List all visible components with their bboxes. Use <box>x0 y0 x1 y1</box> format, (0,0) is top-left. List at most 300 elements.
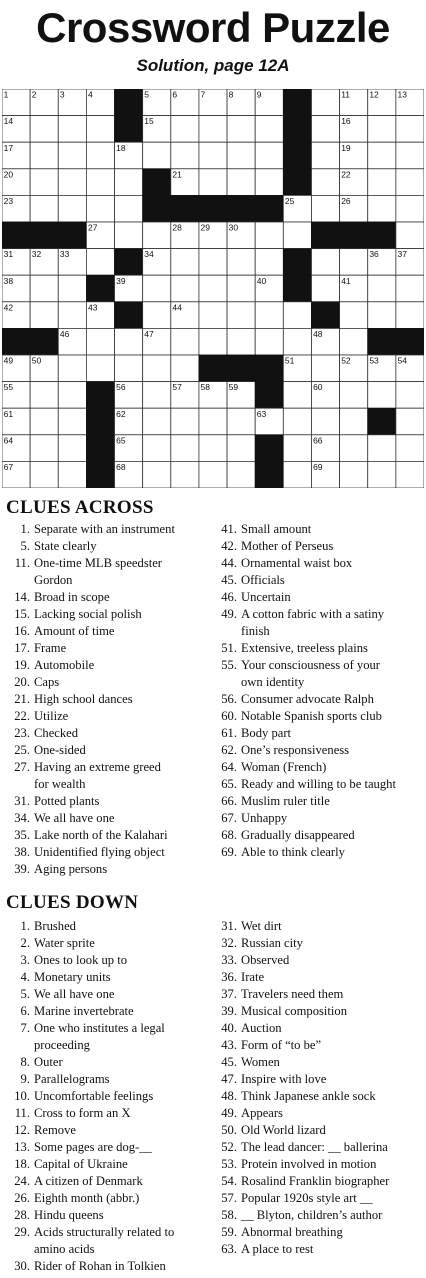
grid-cell[interactable] <box>340 382 368 409</box>
grid-cell[interactable] <box>255 142 283 169</box>
clue-number: 69. <box>221 845 237 859</box>
clue-text: Utilize <box>34 709 69 723</box>
grid-cell[interactable] <box>58 382 86 409</box>
clue-item <box>207 725 426 742</box>
grid-cell[interactable] <box>143 275 171 302</box>
grid-cell[interactable] <box>396 195 424 222</box>
black-square <box>199 195 227 222</box>
clue-text: Aging persons <box>34 862 108 876</box>
grid-cell[interactable] <box>30 302 58 329</box>
grid-cell[interactable] <box>255 116 283 143</box>
grid-cell[interactable] <box>86 328 114 355</box>
clue-item <box>0 657 216 674</box>
grid-cell[interactable] <box>115 169 143 196</box>
grid-cell[interactable] <box>143 302 171 329</box>
grid-cell[interactable] <box>255 328 283 355</box>
clue-number <box>0 572 34 589</box>
clue-number: 18. <box>14 1157 30 1171</box>
clue-number <box>0 1037 34 1054</box>
grid-cell[interactable] <box>199 169 227 196</box>
clue-number: 39. <box>221 1004 237 1018</box>
grid-cell[interactable] <box>368 302 396 329</box>
clue-text: Parallelograms <box>34 1072 110 1086</box>
grid-cell[interactable] <box>30 382 58 409</box>
grid-cell[interactable] <box>171 355 199 382</box>
cell-number: 44 <box>172 302 182 313</box>
clue-number: 10. <box>14 1089 30 1103</box>
clue-text: Lake north of the Kalahari <box>34 828 168 842</box>
grid-cell[interactable] <box>86 142 114 169</box>
grid-cell[interactable] <box>30 461 58 488</box>
clue-number: 42. <box>221 539 237 553</box>
grid-cell[interactable] <box>199 275 227 302</box>
grid-cell[interactable] <box>171 142 199 169</box>
clue-text: Remove <box>34 1123 76 1137</box>
clue-text: Cross to form an X <box>34 1106 131 1120</box>
black-square <box>340 222 368 249</box>
clue-text: __ Blyton, children’s author <box>241 1208 383 1222</box>
cell-number: 17 <box>3 142 14 153</box>
grid-cell[interactable] <box>58 461 86 488</box>
clue-text: One-time MLB speedster <box>34 556 163 570</box>
black-square <box>368 222 396 249</box>
clue-text: Checked <box>34 726 79 740</box>
cell-number: 53 <box>369 355 379 366</box>
grid-cell[interactable] <box>368 435 396 462</box>
clue-text: Your consciousness of your <box>241 658 380 672</box>
clue-number: 29. <box>14 1225 30 1239</box>
grid-cell[interactable] <box>58 435 86 462</box>
grid-cell[interactable] <box>396 461 424 488</box>
clue-text: own identity <box>241 675 305 689</box>
clue-number: 38. <box>14 845 30 859</box>
clue-item <box>0 640 216 657</box>
clue-item <box>0 742 216 759</box>
clue-item <box>207 810 426 827</box>
clue-item <box>207 572 426 589</box>
clue-number: 57. <box>221 1191 237 1205</box>
cell-number: 28 <box>172 222 182 233</box>
grid-cell[interactable] <box>171 249 199 276</box>
clue-text: amino acids <box>34 1242 95 1256</box>
clue-text: One’s responsiveness <box>241 743 350 757</box>
clue-number: 17. <box>14 641 30 655</box>
cell-number: 68 <box>116 462 126 472</box>
black-square <box>171 195 199 222</box>
cell-number: 23 <box>3 196 14 206</box>
clue-text: A cotton fabric with a satiny <box>241 607 385 621</box>
grid-cell[interactable] <box>396 169 424 196</box>
clue-number: 44. <box>221 556 237 570</box>
clue-item <box>207 1173 426 1190</box>
grid-cell[interactable] <box>199 116 227 143</box>
grid-cell[interactable] <box>58 142 86 169</box>
grid-cell[interactable] <box>283 382 311 409</box>
clue-continuation <box>0 572 216 589</box>
clue-text: State clearly <box>34 539 97 553</box>
grid-cell[interactable] <box>283 328 311 355</box>
cell-number: 65 <box>116 435 126 446</box>
grid-cell[interactable] <box>227 169 255 196</box>
clue-number: 65. <box>221 777 237 791</box>
clue-number: 40. <box>221 1021 237 1035</box>
grid-cell[interactable] <box>143 222 171 249</box>
clue-number: 13. <box>14 1140 30 1154</box>
clue-text: Irate <box>241 970 265 984</box>
cell-number: 66 <box>313 435 323 446</box>
grid-cell[interactable] <box>396 142 424 169</box>
grid-cell[interactable] <box>199 408 227 435</box>
black-square <box>283 275 311 302</box>
grid-cell[interactable] <box>58 169 86 196</box>
cell-number: 69 <box>313 462 323 472</box>
clue-item <box>207 827 426 844</box>
clue-continuation <box>0 776 216 793</box>
grid-cell[interactable] <box>58 302 86 329</box>
clue-item <box>0 918 216 935</box>
grid-cell[interactable] <box>199 142 227 169</box>
grid-cell[interactable] <box>227 408 255 435</box>
clue-text: Russian city <box>241 936 303 950</box>
grid-cell[interactable] <box>143 382 171 409</box>
grid-cell[interactable] <box>283 302 311 329</box>
grid-cell[interactable] <box>143 142 171 169</box>
clue-text: Hindu queens <box>34 1208 104 1222</box>
clue-number: 31. <box>221 919 237 933</box>
grid-cell[interactable] <box>311 275 339 302</box>
cell-number: 61 <box>3 408 14 419</box>
grid-cell[interactable] <box>283 461 311 488</box>
clues-down-heading: CLUES DOWN <box>6 892 139 913</box>
clue-text: Mother of Perseus <box>241 539 334 553</box>
grid-cell[interactable] <box>283 435 311 462</box>
clue-text: proceeding <box>34 1038 90 1052</box>
grid-cell[interactable] <box>143 435 171 462</box>
clue-text: Unidentified flying object <box>34 845 165 859</box>
clue-number: 16. <box>14 624 30 638</box>
grid-cell[interactable] <box>255 302 283 329</box>
clue-item <box>207 1088 426 1105</box>
clue-number: 26. <box>14 1191 30 1205</box>
clue-item <box>207 555 426 572</box>
clue-item <box>0 793 216 810</box>
clue-number: 15. <box>14 607 30 621</box>
clue-number: 11. <box>14 1106 30 1120</box>
clue-number <box>0 776 34 793</box>
grid-cell[interactable] <box>227 116 255 143</box>
clue-item <box>207 521 426 538</box>
grid-cell[interactable] <box>340 435 368 462</box>
cell-number: 64 <box>3 435 14 446</box>
grid-cell[interactable] <box>171 435 199 462</box>
grid-cell[interactable] <box>227 302 255 329</box>
clue-number: 67. <box>221 811 237 825</box>
clue-text: Form of “to be” <box>241 1038 322 1052</box>
grid-cell[interactable] <box>368 142 396 169</box>
clue-item <box>207 657 426 674</box>
clue-number: 5. <box>20 539 30 553</box>
grid-cell[interactable] <box>227 461 255 488</box>
clue-continuation <box>207 623 426 640</box>
cell-number: 52 <box>341 355 351 366</box>
grid-cell[interactable] <box>115 355 143 382</box>
clue-text: High school dances <box>34 692 133 706</box>
black-square <box>2 222 30 249</box>
clue-item <box>207 708 426 725</box>
grid-cell[interactable] <box>58 275 86 302</box>
grid-cell[interactable] <box>396 435 424 462</box>
black-square <box>255 355 283 382</box>
grid-cell[interactable] <box>86 169 114 196</box>
grid-cell[interactable] <box>30 195 58 222</box>
clue-number: 61. <box>221 726 237 740</box>
grid-cell[interactable] <box>58 355 86 382</box>
grid-cell[interactable] <box>143 355 171 382</box>
grid-cell[interactable] <box>30 408 58 435</box>
grid-cell[interactable] <box>255 249 283 276</box>
clue-item <box>207 1020 426 1037</box>
clue-text: Lacking social polish <box>34 607 142 621</box>
grid-cell[interactable] <box>396 382 424 409</box>
clue-item <box>207 589 426 606</box>
clue-text: Rider of Rohan in Tolkien <box>34 1259 166 1273</box>
grid-cell[interactable] <box>30 275 58 302</box>
grid-cell[interactable] <box>311 195 339 222</box>
clue-item <box>207 793 426 810</box>
cell-number: 48 <box>313 329 323 339</box>
clue-item <box>0 1088 216 1105</box>
cell-number: 2 <box>31 89 37 100</box>
clue-text: Uncomfortable feelings <box>34 1089 154 1103</box>
clue-number: 54. <box>221 1174 237 1188</box>
grid-cell[interactable] <box>340 302 368 329</box>
black-square <box>227 195 255 222</box>
grid-cell[interactable] <box>340 461 368 488</box>
black-square <box>86 461 114 488</box>
grid-cell[interactable] <box>227 142 255 169</box>
grid-cell[interactable] <box>30 142 58 169</box>
grid-cell[interactable] <box>199 249 227 276</box>
black-square <box>115 116 143 143</box>
grid-cell[interactable] <box>143 461 171 488</box>
clue-text: Muslim ruler title <box>241 794 330 808</box>
clue-text: We all have one <box>34 987 115 1001</box>
clue-continuation <box>0 1037 216 1054</box>
crossword-grid[interactable] <box>2 89 424 488</box>
clue-text: Officials <box>241 573 285 587</box>
clue-text: Gordon <box>34 573 73 587</box>
cell-number: 45 <box>313 302 323 313</box>
grid-cell[interactable] <box>115 222 143 249</box>
clue-item <box>207 1122 426 1139</box>
clue-item <box>0 935 216 952</box>
black-square <box>86 382 114 409</box>
clue-item <box>207 1207 426 1224</box>
grid-cell[interactable] <box>143 408 171 435</box>
grid-cell[interactable] <box>396 408 424 435</box>
grid-cell[interactable] <box>227 435 255 462</box>
grid-cell[interactable] <box>171 328 199 355</box>
grid-cell[interactable] <box>311 142 339 169</box>
clue-item <box>0 521 216 538</box>
cell-number: 46 <box>59 329 70 339</box>
grid-cell[interactable] <box>283 408 311 435</box>
clue-text: Travelers need them <box>241 987 344 1001</box>
cell-number: 43 <box>88 302 98 313</box>
grid-cell[interactable] <box>30 116 58 143</box>
clue-text: Notable Spanish sports club <box>241 709 382 723</box>
clue-number: 12. <box>14 1123 30 1137</box>
clue-text: Outer <box>34 1055 63 1069</box>
grid-cell[interactable] <box>368 461 396 488</box>
grid-cell[interactable] <box>396 275 424 302</box>
clue-number <box>207 674 241 691</box>
clue-item <box>207 969 426 986</box>
clue-number: 8. <box>20 1055 30 1069</box>
grid-cell[interactable] <box>171 461 199 488</box>
clue-number: 39. <box>14 862 30 876</box>
clue-text: Observed <box>241 953 290 967</box>
grid-cell[interactable] <box>199 435 227 462</box>
cell-number: 25 <box>284 196 295 206</box>
clue-number: 41. <box>221 522 237 536</box>
clue-item <box>0 691 216 708</box>
clue-text: One who institutes a legal <box>34 1021 165 1035</box>
grid-cell[interactable] <box>340 249 368 276</box>
clue-item <box>0 810 216 827</box>
grid-cell[interactable] <box>255 222 283 249</box>
cell-number: 37 <box>397 249 407 260</box>
grid-cell[interactable] <box>255 169 283 196</box>
cell-number: 14 <box>3 116 14 127</box>
grid-cell[interactable] <box>58 408 86 435</box>
cell-number: 54 <box>397 355 407 366</box>
grid-cell[interactable] <box>396 302 424 329</box>
cell-number: 29 <box>200 222 210 233</box>
cell-number: 13 <box>397 89 407 100</box>
clue-item <box>0 606 216 623</box>
clue-number: 59. <box>221 1225 237 1239</box>
clue-number: 37. <box>221 987 237 1001</box>
grid-cell[interactable] <box>227 328 255 355</box>
clue-number: 5. <box>20 987 30 1001</box>
grid-cell[interactable] <box>311 116 339 143</box>
clue-text: Appears <box>241 1106 283 1120</box>
cell-number: 35 <box>284 249 295 260</box>
clue-item <box>207 640 426 657</box>
clue-item <box>207 1139 426 1156</box>
clue-number: 36. <box>221 970 237 984</box>
black-square <box>283 116 311 143</box>
clue-text: Separate with an instrument <box>34 522 175 536</box>
grid-cell[interactable] <box>115 195 143 222</box>
clue-text: Able to think clearly <box>241 845 345 859</box>
clue-number: 50. <box>221 1123 237 1137</box>
grid-cell[interactable] <box>396 116 424 143</box>
clue-item <box>207 952 426 969</box>
grid-cell[interactable] <box>86 249 114 276</box>
clue-text: Women <box>241 1055 280 1069</box>
grid-cell[interactable] <box>368 169 396 196</box>
grid-cell[interactable] <box>311 89 339 116</box>
grid-cell[interactable] <box>227 249 255 276</box>
grid-cell[interactable] <box>171 275 199 302</box>
grid-cell[interactable] <box>311 408 339 435</box>
cell-number: 33 <box>59 249 70 260</box>
grid-cell[interactable] <box>368 382 396 409</box>
grid-cell[interactable] <box>30 435 58 462</box>
grid-cell[interactable] <box>368 195 396 222</box>
black-square <box>311 222 339 249</box>
clue-text: Small amount <box>241 522 312 536</box>
grid-cell[interactable] <box>171 116 199 143</box>
cell-number: 56 <box>116 382 126 393</box>
clue-item <box>207 918 426 935</box>
clue-number: 60. <box>221 709 237 723</box>
clue-number: 11. <box>14 556 30 570</box>
grid-cell[interactable] <box>283 222 311 249</box>
clue-text: Ones to look up to <box>34 953 128 967</box>
clue-number: 20. <box>14 675 30 689</box>
clue-item <box>0 538 216 555</box>
clue-text: Ornamental waist box <box>241 556 353 570</box>
grid-cell[interactable] <box>86 195 114 222</box>
grid-cell[interactable] <box>368 275 396 302</box>
clue-text: Water sprite <box>34 936 95 950</box>
clue-text: Rosalind Franklin biographer <box>241 1174 390 1188</box>
grid-cell[interactable] <box>227 275 255 302</box>
grid-cell[interactable] <box>368 116 396 143</box>
clue-item <box>0 861 216 878</box>
clue-number: 7. <box>20 1021 30 1035</box>
clue-item <box>207 1071 426 1088</box>
clue-text: Marine invertebrate <box>34 1004 134 1018</box>
grid-cell[interactable] <box>171 408 199 435</box>
grid-cell[interactable] <box>311 169 339 196</box>
grid-cell[interactable] <box>340 408 368 435</box>
grid-cell[interactable] <box>58 116 86 143</box>
clue-number: 58. <box>221 1208 237 1222</box>
grid-cell[interactable] <box>199 302 227 329</box>
grid-cell[interactable] <box>311 249 339 276</box>
clue-item <box>207 1054 426 1071</box>
crossword-grid-svg <box>2 89 424 488</box>
grid-cell[interactable] <box>396 222 424 249</box>
clue-number: 45. <box>221 573 237 587</box>
clue-item <box>0 1054 216 1071</box>
clue-number: 4. <box>20 970 30 984</box>
clues-down-right-column <box>207 918 426 1258</box>
grid-cell[interactable] <box>311 355 339 382</box>
grid-cell[interactable] <box>30 169 58 196</box>
cell-number: 18 <box>116 142 126 153</box>
grid-cell[interactable] <box>86 116 114 143</box>
grid-cell[interactable] <box>199 461 227 488</box>
cell-number: 31 <box>3 249 14 260</box>
grid-cell[interactable] <box>58 195 86 222</box>
grid-cell[interactable] <box>340 328 368 355</box>
clue-item <box>207 691 426 708</box>
clue-item <box>0 1020 216 1037</box>
cell-number: 4 <box>88 89 93 100</box>
cell-number: 3 <box>59 89 65 100</box>
clue-number: 52. <box>221 1140 237 1154</box>
grid-cell[interactable] <box>115 328 143 355</box>
clue-number: 14. <box>14 590 30 604</box>
cell-number: 24 <box>144 196 154 206</box>
grid-cell[interactable] <box>199 328 227 355</box>
grid-cell[interactable] <box>86 355 114 382</box>
